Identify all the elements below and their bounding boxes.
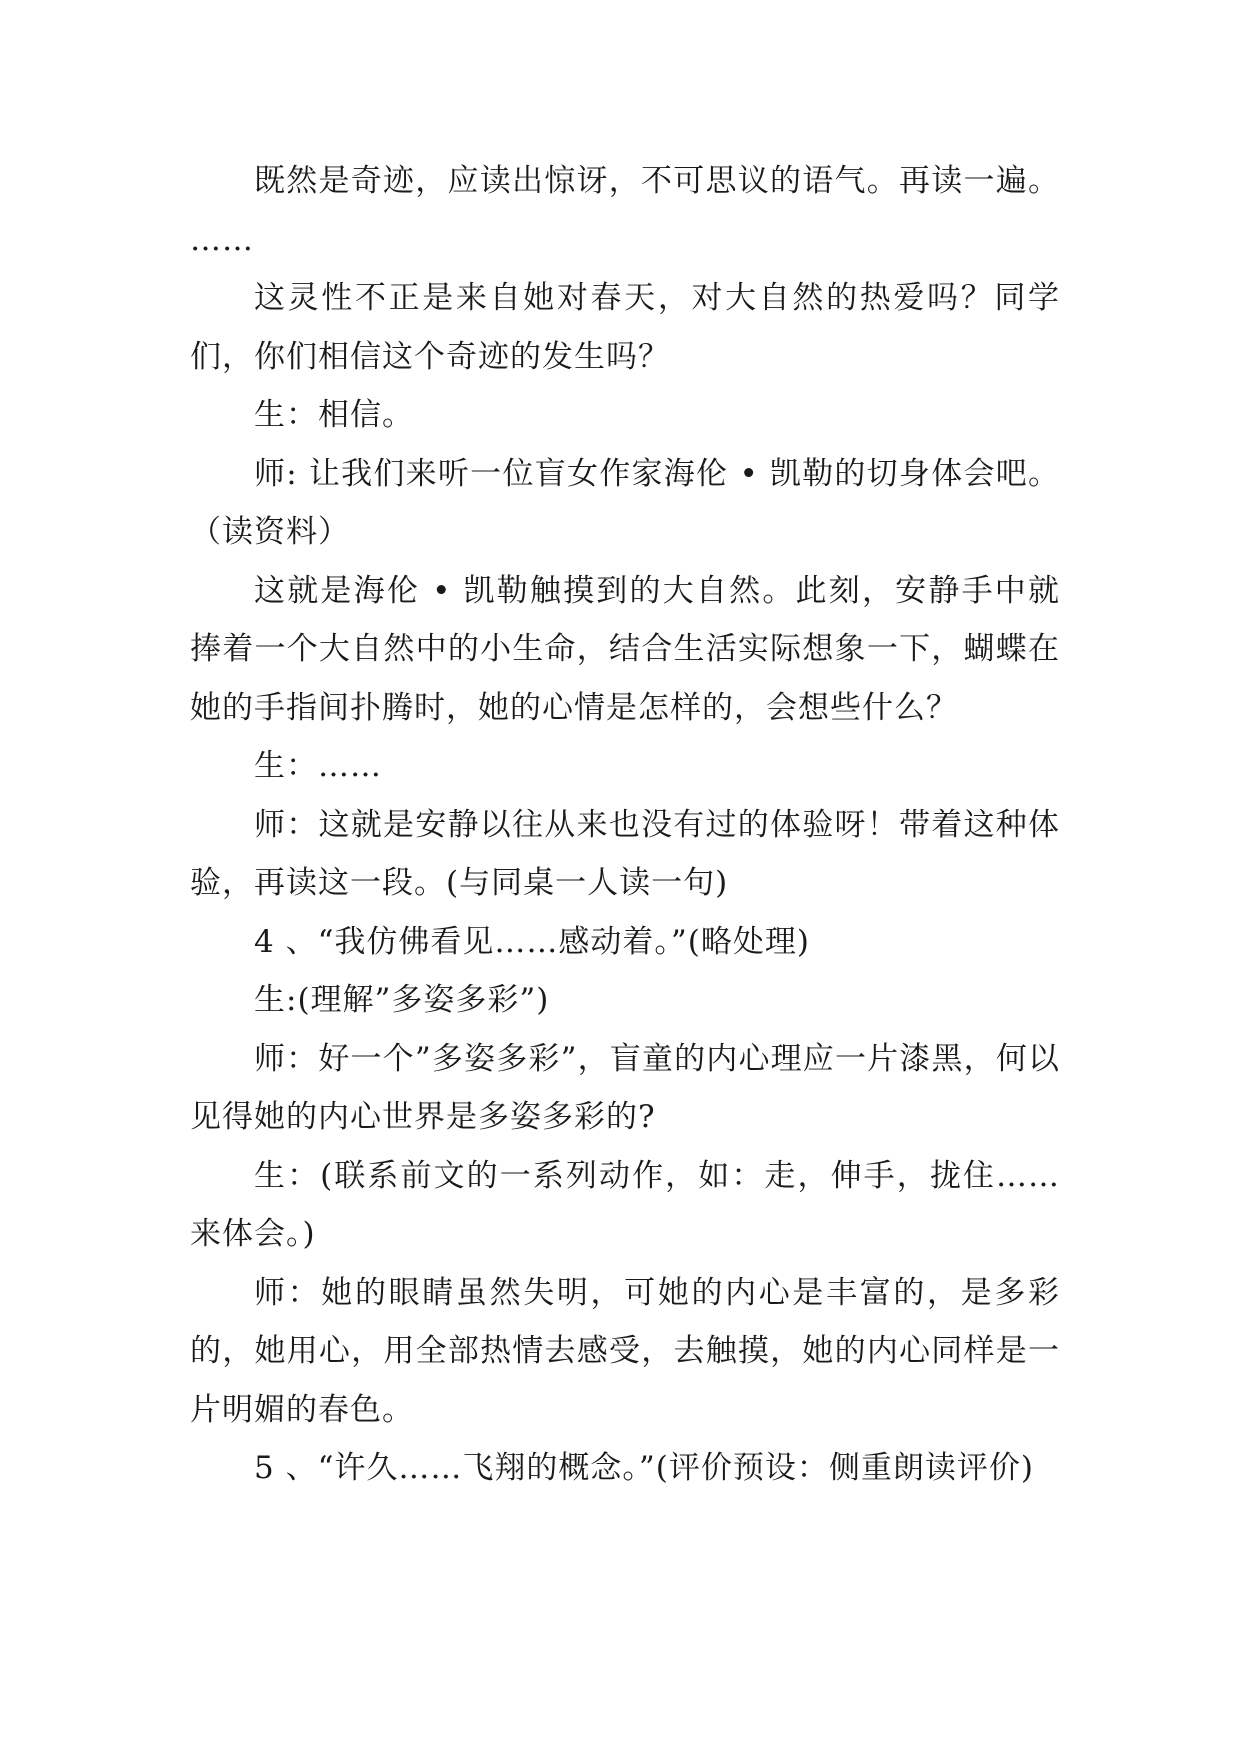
paragraph: 生：相信。	[254, 397, 414, 433]
paragraph: 师：这就是安静以往从来也没有过的体验呀！带着这种体验，再读这一段。(与同桌一人读一句)	[190, 806, 1060, 901]
paragraph: 这灵性不正是来自她对春天，对大自然的热爱吗？同学们，你们相信这个奇迹的发生吗？	[190, 280, 1060, 375]
paragraph: 既然是奇迹，应读出惊讶，不可思议的语气。再读一遍。 ……	[190, 163, 1060, 258]
paragraph: 这就是海伦 • 凯勒触摸到的大自然。此刻，安静手中就捧着一个大自然中的小生命，结合生活实际想象一下，蝴蝶在她的手指间扑腾时，她的心情是怎样的，会想些什么？	[190, 572, 1060, 726]
paragraph: 师: 让我们来听一位盲女作家海伦 • 凯勒的切身体会吧。（读资料）	[190, 455, 1060, 550]
paragraph: 5 、“许久……飞翔的概念。”(评价预设：侧重朗读评价)	[254, 1450, 1034, 1486]
paragraph: 生:(理解”多姿多彩”)	[254, 982, 550, 1018]
document-body	[190, 152, 1060, 1498]
paragraph: 4 、“我仿佛看见……感动着。”(略处理)	[254, 923, 810, 960]
paragraph: 师：她的眼睛虽然失明，可她的内心是丰富的，是多彩的，她用心，用全部热情去感受，去触摸，她的内心同样是一片明媚的春色。	[190, 1274, 1060, 1428]
paragraph: 生：(联系前文的一系列动作，如：走，伸手，拢住……来体会。)	[190, 1157, 1060, 1252]
paragraph: 师：好一个”多姿多彩”，盲童的内心理应一片漆黑，何以见得她的内心世界是多姿多彩的?	[190, 1040, 1060, 1135]
paragraph: 生：……	[254, 748, 382, 784]
